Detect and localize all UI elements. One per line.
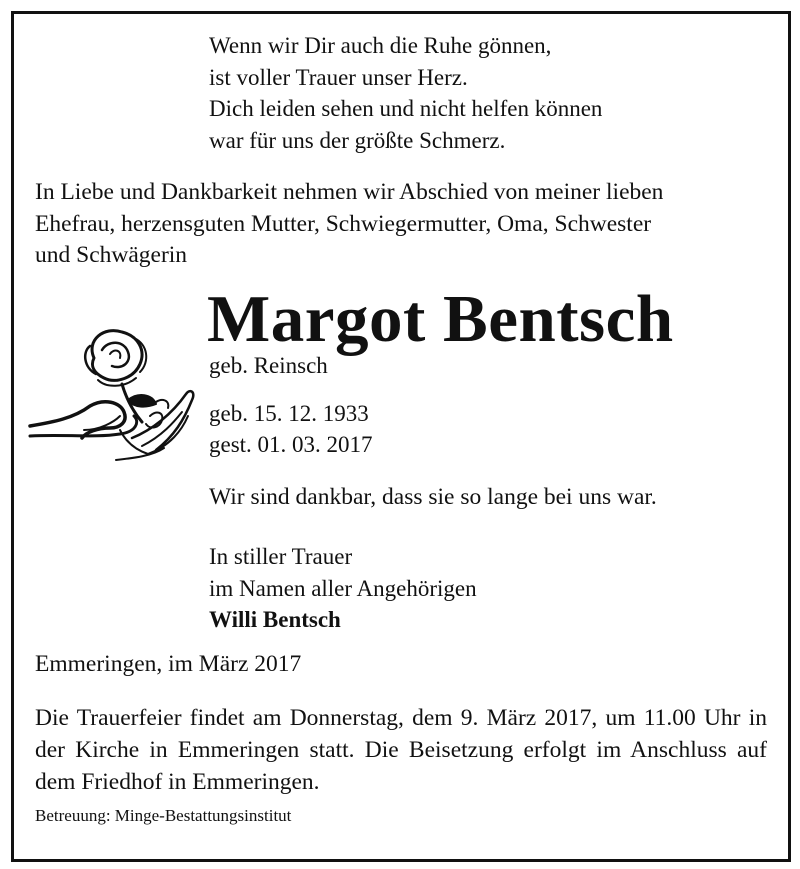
- poem-line-3: Dich leiden sehen und nicht helfen können: [209, 96, 603, 121]
- thanks-line: Wir sind dankbar, dass sie so lange bei uns war.: [209, 484, 657, 510]
- poem-line-2: ist voller Trauer unser Herz.: [209, 64, 468, 90]
- rose-in-hands-icon: [24, 318, 199, 473]
- mourning-block: [209, 541, 477, 636]
- birth-date: geb. 15. 12. 1933: [209, 401, 369, 426]
- service-details: Die Trauerfeier findet am Donnerstag, dem 9. März 2017, um 11.00 Uhr in der Kirche in Emmeringen statt. Die Beisetzung erfolgt im Anschluss auf dem Friedhof in Emmeringen.: [35, 705, 767, 795]
- signer-name: Willi Bentsch: [209, 607, 341, 632]
- deceased-name: Margot Bentsch: [207, 282, 674, 356]
- life-dates: [209, 399, 373, 460]
- death-date: gest. 01. 03. 2017: [209, 431, 373, 457]
- poem-line-4: war für uns der größte Schmerz.: [209, 127, 506, 153]
- poem-line-1: Wenn wir Dir auch die Ruhe gönnen,: [209, 33, 552, 58]
- intro-line-2: Ehefrau, herzensguten Mutter, Schwiegermutter, Oma, Schwester: [35, 210, 652, 237]
- place-date: Emmeringen, im März 2017: [35, 651, 302, 677]
- maiden-name: geb. Reinsch: [209, 353, 328, 378]
- intro-line-3: und Schwägerin: [35, 242, 188, 268]
- farewell-intro: [35, 177, 663, 272]
- funeral-home-credit: Betreuung: Minge-Bestattungsinstitut: [35, 806, 292, 825]
- mourning-line-1: In stiller Trauer: [209, 544, 353, 569]
- intro-line-1: In Liebe und Dankbarkeit nehmen wir Abschied von meiner lieben: [35, 179, 664, 205]
- mourning-line-2: im Namen aller Angehörigen: [209, 575, 477, 601]
- poem-verse: [209, 30, 602, 156]
